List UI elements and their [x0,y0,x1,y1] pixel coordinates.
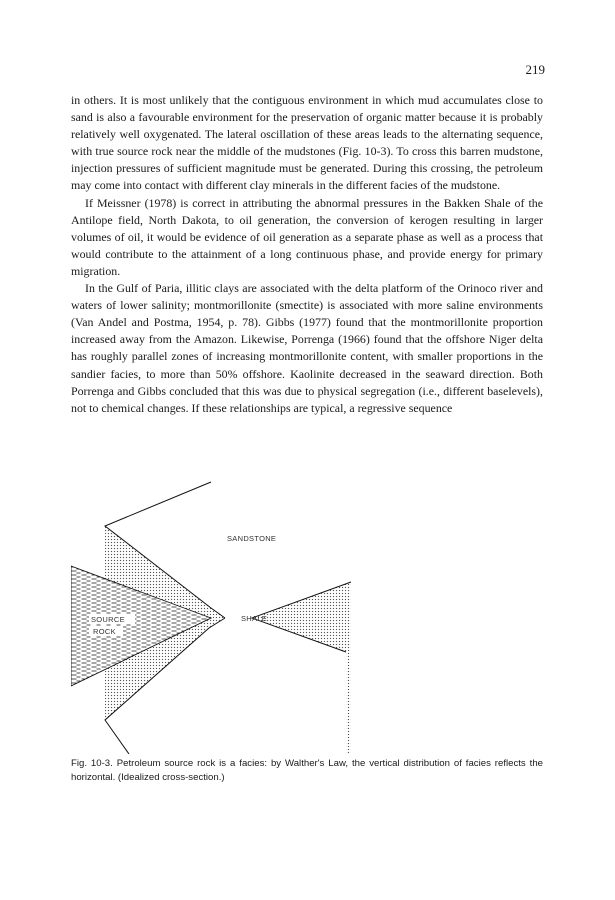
rock-label: ROCK [93,627,116,636]
paragraph: In the Gulf of Paria, illitic clays are associated with the delta platform of the Orinoco river and waters of lower salinity; montmorillonite (smectite) is associated with more saline environments (Van Andel and Postma, 1954, p. 78). Gibbs (1977) found that the montmorillonite proportion increased away from the Amazon. Likewise, Porrenga (1966) found that the offshore Niger delta has roughly parallel zones of increasing montmorillonite content, with smaller proportions in the sandier facies, to more than 50% offshore. Kaolinite decreased in the seaward direction. Both Porrenga and Gibbs concluded that this was due to physical segregation (i.e., different baselevels), not to chemical changes. If these relationships are typical, a regressive sequence [71,281,543,415]
shale-label: SHALE [241,614,268,623]
paragraph: If Meissner (1978) is correct in attributing the abnormal pressures in the Bakken Shale of the Antilope field, North Dakota, to oil generation, the conversion of kerogen resulting in larger volumes of oil, it would be evidence of oil generation as a separate phase as well as a process that would contribute to the attainment of a long continuous phase, and provide energy for primary migration. [71,195,543,278]
body-text [71,92,543,417]
figure-cross-section [71,478,371,754]
figure-margin [71,478,371,482]
figure-caption: Fig. 10-3. Petroleum source rock is a facies: by Walther's Law, the vertical distribution of facies reflects the horizontal. (Idealized cross-section.) [71,758,543,784]
page-number: 219 [525,62,545,77]
paragraph: in others. It is most unlikely that the contiguous environment in which mud accumulates close to sand is also a favourable environment for the preservation of organic matter because it is probably relatively well oxygenated. The lateral oscillation of these areas leads to the alternating sequence, with true source rock near the middle of the mudstones (Fig. 10-3). To cross this barren mudstone, injection pressures of sufficient magnitude must be generated. During this crossing, the petroleum may come into contact with different clay minerals in the different facies of the mudstone. [71,93,543,193]
source-label: SOURCE [91,615,125,624]
cross-section-diagram [71,478,371,754]
sandstone-label: SANDSTONE [227,534,277,543]
